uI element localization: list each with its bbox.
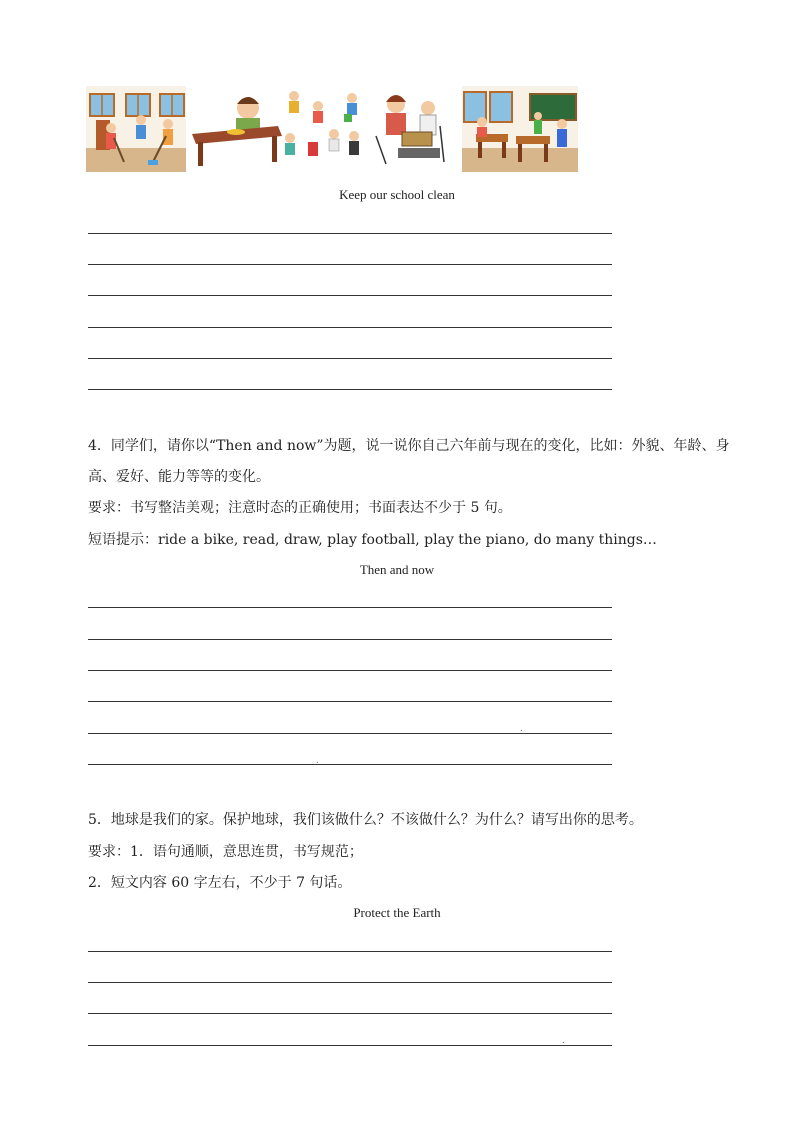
writing-line (88, 639, 612, 640)
writing-line (88, 389, 612, 390)
line-tick-mark: . (520, 724, 523, 733)
question-4-prompt-line-1: 4．同学们，请你以“Then and now”为题，说一说你自己六年前与现在的变化，比如：外貌、年龄、身 (88, 438, 730, 454)
line-tick-mark: . (562, 1036, 565, 1045)
question-5-prompt: 5．地球是我们的家。保护地球，我们该做什么？不该做什么？为什么？请写出你的思考。 (88, 812, 643, 828)
writing-line (88, 1045, 612, 1046)
writing-line (88, 1013, 612, 1014)
writing-line (88, 764, 612, 765)
question-4-requirement: 要求：书写整洁美观；注意时态的正确使用；书面表达不少于 5 句。 (88, 500, 512, 516)
writing-line (88, 358, 612, 359)
essay-title-protect-the-earth: Protect the Earth (353, 905, 441, 920)
panel-sweeping-classroom (86, 86, 186, 172)
panel-classroom-blackboard (462, 86, 578, 172)
panel-carrying-boxes (376, 95, 444, 164)
essay-title-then-and-now: Then and now (359, 562, 435, 577)
writing-line (88, 982, 612, 983)
writing-line (88, 733, 612, 734)
writing-line (88, 670, 612, 671)
writing-line (88, 233, 612, 234)
essay-title-keep-school-clean: Keep our school clean (339, 187, 455, 202)
question-4-prompt-line-2: 高、爱好、能力等等的变化。 (88, 469, 270, 485)
writing-line (88, 951, 612, 952)
cleaning-illustration (86, 86, 578, 172)
writing-line (88, 701, 612, 702)
writing-line (88, 607, 612, 608)
line-tick-mark: . (316, 756, 319, 765)
question-4-phrase-hint: 短语提示：ride a bike, read, draw, play football, play the piano, do many things… (88, 532, 657, 548)
writing-line (88, 295, 612, 296)
writing-line (88, 264, 612, 265)
question-5-requirement-1: 要求：1．语句通顺，意思连贯，书写规范； (88, 844, 363, 860)
panel-collecting-litter (285, 91, 359, 156)
writing-line (88, 327, 612, 328)
question-5-requirement-2: 2．短文内容 60 字左右，不少于 7 句话。 (88, 875, 352, 891)
panel-wiping-table (192, 97, 282, 166)
